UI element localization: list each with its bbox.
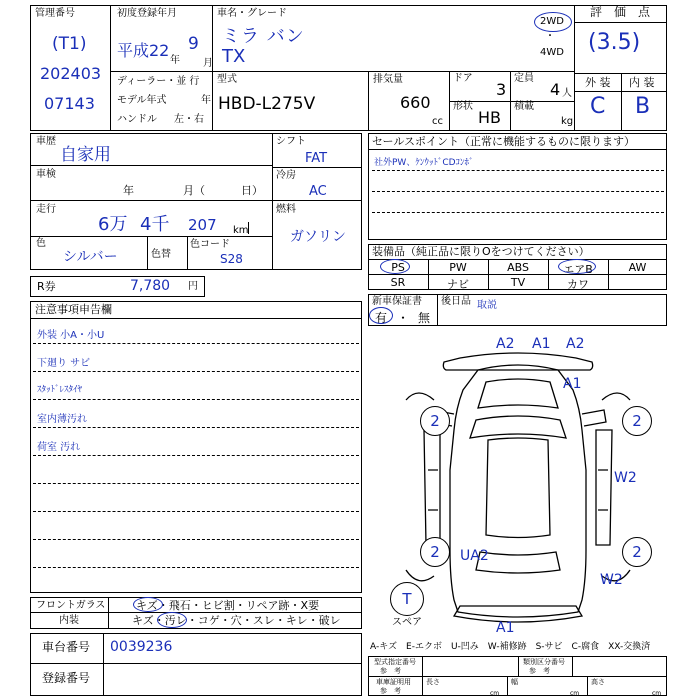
color-value: シルバー: [63, 249, 118, 265]
color-label: 色: [36, 238, 46, 249]
capacity-label: 定員: [514, 73, 534, 84]
recycle-box: [30, 276, 205, 297]
displacement-unit: cc: [432, 116, 443, 127]
rear-label: 後日品: [441, 296, 471, 307]
mgmt-t: (T1): [52, 34, 87, 54]
tire-rl: 2: [420, 537, 450, 567]
notes-title: 注意事項申告欄: [35, 303, 112, 316]
color-code: S28: [220, 252, 243, 266]
equip-aw: AW: [628, 261, 647, 274]
dealer-label: ディーラー・並 行: [117, 76, 200, 87]
legend-r1c: 類別区分番号: [523, 658, 565, 666]
shift-label: シフト: [276, 136, 306, 147]
inspection-label: 車検: [36, 169, 56, 180]
dmg-a2-left: A2: [496, 336, 515, 352]
interior-label2: 内装: [59, 615, 79, 626]
type-label: 型式: [217, 74, 237, 85]
note-line-2: 下廻り サビ: [37, 358, 91, 369]
reg-label: 登録番号: [42, 671, 91, 685]
equipment-title: 装備品（純正品に限りOをつけてください）: [372, 245, 590, 258]
first-reg-month: 9: [188, 34, 199, 54]
chassis-label: 車台番号: [42, 640, 91, 654]
tire-fl: 2: [420, 406, 450, 436]
mgmt-no1: 202403: [40, 64, 102, 83]
note-line-3: ｽﾀｯﾄﾞﾚｽﾀｲﾔ: [37, 385, 83, 395]
spare-label: スペア: [392, 617, 422, 628]
displacement: 660: [400, 93, 431, 112]
warranty-yes-circle: [369, 307, 393, 324]
legend-cm1: cm: [490, 690, 500, 697]
mgmt-label: 管理番号: [35, 8, 75, 19]
handle-options: 左・右: [174, 114, 204, 125]
equip-ps: PS: [391, 261, 405, 274]
legend-r1b: 参 考: [380, 667, 401, 675]
sales-points-title: セールスポイント（正常に機能するものに限ります）: [372, 135, 636, 148]
equip-airbag: エアB: [563, 263, 593, 276]
capacity: 4: [550, 80, 561, 99]
model-year-label: モデル年式: [117, 95, 167, 106]
legend-cm3: cm: [652, 690, 662, 697]
note-line-1: 外装 小A・小U: [37, 330, 105, 341]
color-change-label: 色替: [151, 249, 171, 260]
inspection-year: 年: [123, 184, 134, 197]
shift-value: FAT: [305, 151, 328, 166]
spare-tire: T: [390, 582, 424, 616]
first-reg-label: 初度登録年月: [117, 8, 177, 19]
equip-sr: SR: [390, 276, 406, 289]
mgmt-no2: 07143: [44, 94, 95, 113]
interior-label: 内 装: [629, 76, 655, 89]
load-label: 積載: [514, 101, 534, 112]
first-reg-year-unit: 年: [170, 55, 180, 66]
ac-label: 冷房: [276, 170, 296, 181]
car-name: ミラ バン: [222, 26, 305, 47]
inspection-month: 月（: [183, 184, 205, 197]
equip-tv: TV: [510, 276, 526, 289]
legend-r2b: 参 考: [380, 687, 401, 695]
eval-label: 評 価 点: [590, 5, 651, 19]
dmg-w2-right: W2: [614, 470, 637, 486]
exterior-label: 外 装: [585, 76, 611, 89]
doors: 3: [496, 80, 507, 99]
legend-height: 高さ: [591, 678, 605, 686]
interior-options: キズ・汚レ・コゲ・穴・スレ・キレ・破レ: [132, 614, 341, 627]
warranty-yes: 有: [375, 311, 388, 325]
inspection-day: 日）: [241, 184, 263, 197]
mileage-man: 6万: [98, 214, 128, 235]
door-label: ドア: [453, 73, 473, 84]
drive-2wd: 2WD: [540, 16, 564, 27]
equip-ps-circle: [380, 259, 410, 274]
legend-r2a: 車庫証明用: [376, 678, 411, 686]
interior-dirt-circle: [157, 612, 187, 628]
equip-airbag-circle: [558, 259, 596, 274]
dmg-a1-mid: A1: [563, 376, 582, 392]
dmg-w2-rear: W2: [600, 572, 623, 588]
fuel-label: 燃料: [276, 204, 296, 215]
load-unit: kg: [561, 116, 574, 127]
first-reg-month-unit: 月: [203, 58, 213, 69]
chassis-value: 0039236: [110, 639, 173, 655]
mileage-label: 走行: [36, 204, 56, 215]
ac-value: AC: [309, 184, 327, 199]
equip-leather: カワ: [567, 278, 589, 291]
legend-cm2: cm: [570, 690, 580, 697]
drive-4wd: 4WD: [540, 47, 564, 58]
rear-value: 取説: [477, 300, 497, 311]
mileage-sen: 4千: [140, 214, 170, 235]
equip-pw: PW: [449, 261, 467, 274]
tire-fr: 2: [622, 406, 652, 436]
history-value: 自家用: [60, 145, 111, 165]
mileage-unit: km: [233, 225, 249, 236]
legend-r1a: 型式指定番号: [374, 658, 416, 666]
warranty-no: 無: [418, 311, 431, 325]
legend-length: 長さ: [426, 678, 440, 686]
name-label: 車名・グレード: [217, 8, 287, 19]
mileage-rest: 207: [188, 216, 217, 234]
history-label: 車歴: [36, 136, 56, 147]
equip-abs: ABS: [507, 261, 529, 274]
recycle-label: R券: [37, 280, 56, 293]
exterior-grade: C: [590, 94, 606, 119]
first-reg-era: 平成22: [117, 41, 170, 60]
color-code-label: 色コード: [190, 239, 230, 250]
recycle-unit: 円: [188, 281, 198, 292]
shape: HB: [478, 108, 502, 127]
legend-r1d: 参 考: [529, 667, 550, 675]
interior-grade: B: [635, 94, 651, 119]
capacity-unit: 人: [562, 88, 572, 99]
sales-point-line1: 社外PW、ｹﾝｳｯﾄﾞCDｺﾝﾎﾞ: [374, 158, 474, 168]
tire-rr: 2: [622, 537, 652, 567]
grade: TX: [222, 46, 246, 67]
front-glass-kizu-circle: [133, 597, 163, 612]
model-year-unit: 年: [201, 95, 211, 106]
warranty-dot: ・: [397, 311, 410, 325]
legend-text: A-キズ E-エクボ U-凹み W-補修跡 S-サビ C-腐食 XX-交換済: [370, 642, 651, 652]
fuel-value: ガソリン: [290, 229, 346, 245]
drive-dot: ・: [545, 31, 555, 42]
warranty-label: 新車保証書: [372, 296, 422, 307]
equip-navi: ナビ: [447, 278, 469, 291]
legend-width: 幅: [511, 678, 518, 686]
eval-score: (3.5): [588, 30, 641, 55]
dmg-a1-bottom: A1: [496, 620, 515, 636]
recycle-value: 7,780: [130, 278, 171, 294]
handle-label: ハンドル: [117, 114, 157, 125]
shape-label: 形状: [453, 101, 473, 112]
front-glass-label: フロントガラス: [36, 600, 106, 611]
dmg-a1-top: A1: [532, 336, 551, 352]
note-line-4: 室内薄汚れ: [37, 414, 87, 425]
note-line-5: 荷室 汚れ: [37, 442, 81, 453]
dmg-ua2: UA2: [460, 548, 489, 564]
front-glass-options: キズ・飛石・ヒビ割・リペア跡・X要: [136, 599, 320, 612]
displacement-label: 排気量: [373, 74, 403, 85]
model-code: HBD-L275V: [218, 94, 316, 114]
dmg-a2-right: A2: [566, 336, 585, 352]
